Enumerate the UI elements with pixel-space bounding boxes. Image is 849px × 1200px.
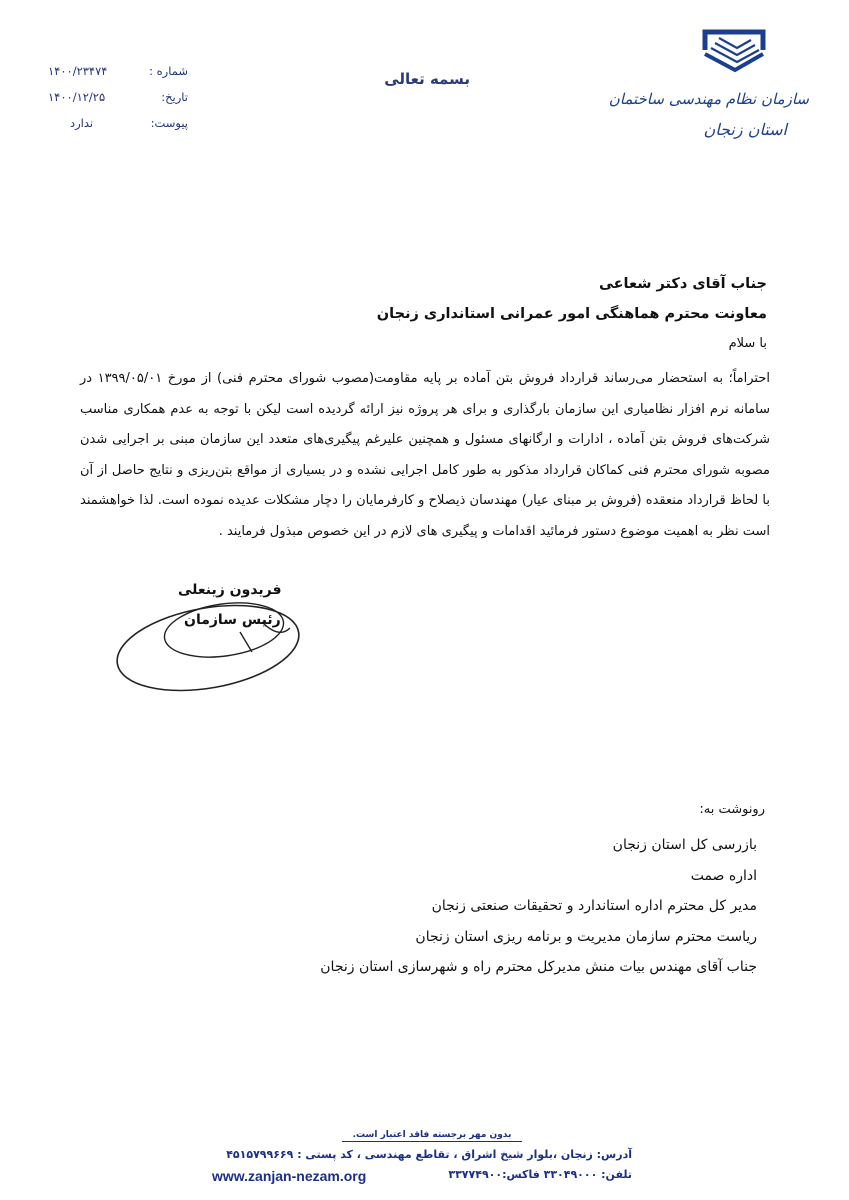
attachment-row xyxy=(40,116,200,142)
org-logo xyxy=(608,28,809,153)
building-logo-icon xyxy=(699,28,769,80)
recipient-name: جناب آقای دکتر شعاعی xyxy=(598,276,767,292)
signatory-name: فریدون زینعلی xyxy=(178,582,282,598)
cc-item: اداره صمت xyxy=(690,867,757,884)
date-row xyxy=(40,90,200,116)
number-row xyxy=(40,64,200,90)
org-name-line2: استان زنجان xyxy=(703,120,787,139)
footer-website: www.zanjan-nezam.org xyxy=(212,1168,367,1184)
greeting: با سلام xyxy=(728,336,767,351)
attachment-label: پیوست: xyxy=(150,116,188,130)
signature-block xyxy=(112,572,312,712)
number-value: ۱۴۰۰/۲۳۴۷۴ xyxy=(48,64,108,78)
letter-meta xyxy=(40,64,200,142)
letter-body: احتراماً؛ به استحضار می‌رساند قرارداد فروش بتن آماده بر پایه مقاومت(مصوب شورای محترم فنی) از مورخ ۱۳۹۹/۰۵/۰۱ در سامانه نرم افزار نظامیاری این سازمان بارگذاری و برای هر پروژه نیز ارائه گردیده است لیکن با توجه به عدم همکاری مناسب شرکت‌های فروش بتن آماده ، ادارات و ارگانهای مسئول و همچنین علیرغم پیگیری‌های متعدد این سازمان مبنی بر اجرایی شدن مصوبه شورای محترم فنی کماکان قرارداد مذکور به طور کامل اجرایی نشده و در بسیاری از مواقع بتن‌ریزی و نتایج حاصل از آن با لحاظ قرارداد منعقده (فروش بر مبنای عیار) مهندسان ذیصلاح و کارفرمایان را دچار مشکلات عدیده نموده است. لذا خواهشمند است نظر به اهمیت موضوع دستور فرمائید اقدامات و پیگیری های لازم در این خصوص مبذول فرمایند . xyxy=(80,371,771,539)
cc-label: رونوشت به: xyxy=(699,802,765,817)
number-label: شماره : xyxy=(149,64,188,78)
seal-validity-note: بدون مهر برجسته فاقد اعتبار است. xyxy=(342,1130,522,1142)
recipient-title: معاونت محترم هماهنگی امور عمرانی استانداری زنجان xyxy=(376,306,767,322)
cc-item: مدیر کل محترم اداره استاندارد و تحقیقات صنعتی زنجان xyxy=(431,898,757,914)
date-value: ۱۴۰۰/۱۲/۲۵ xyxy=(48,90,106,104)
footer-contact: تلفن: ۳۳۰۴۹۰۰۰ فاکس:۳۳۷۷۴۹۰۰ xyxy=(448,1168,632,1181)
org-name-line1: سازمان نظام مهندسی ساختمان xyxy=(608,90,809,108)
cc-list xyxy=(320,830,757,983)
cc-item: بازرسی کل استان زنجان xyxy=(612,837,757,853)
date-label: تاریخ: xyxy=(161,90,188,104)
cc-item: جناب آقای مهندس بیات منش مدیرکل محترم راه و شهرسازی استان زنجان xyxy=(320,959,757,975)
footer-address: آدرس: زنجان ،بلوار شیخ اشراق ، تقاطع مهندسی ، کد پستی : ۴۵۱۵۷۹۹۶۶۹ xyxy=(226,1148,632,1161)
attachment-value: ندارد xyxy=(70,116,94,130)
cc-item: ریاست محترم سازمان مدیریت و برنامه ریزی استان زنجان xyxy=(415,928,757,945)
signatory-title: رئیس سازمان xyxy=(184,612,281,628)
bismillah-heading: بسمه تعالی xyxy=(384,70,470,88)
